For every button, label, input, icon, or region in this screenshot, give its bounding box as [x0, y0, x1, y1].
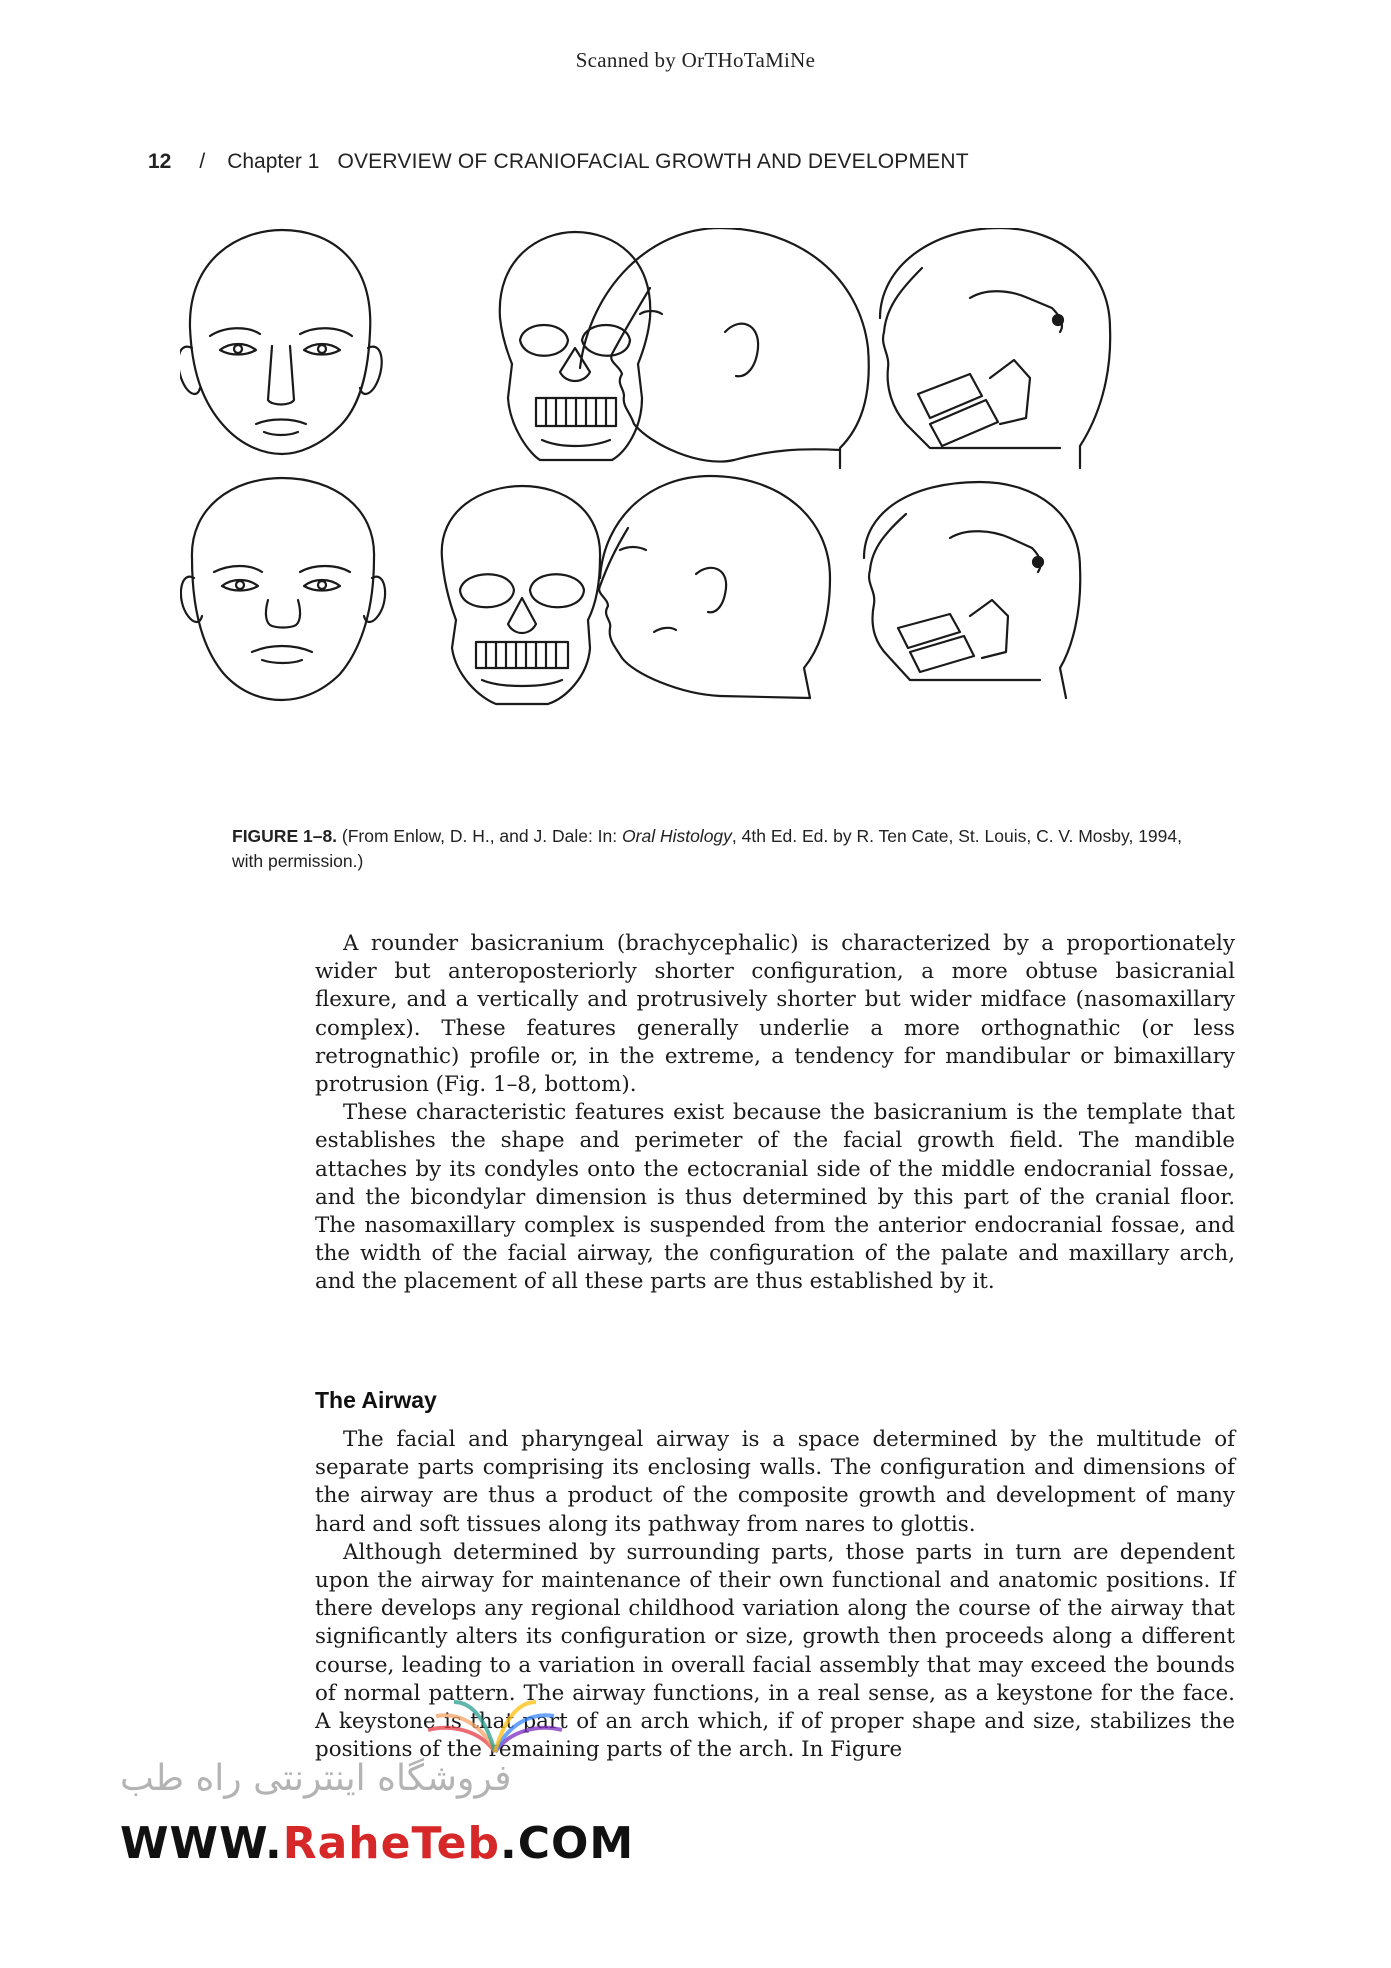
long-skull-front-drawing — [500, 232, 651, 460]
paragraph: A rounder basicranium (brachycephalic) is characterized by a proportionately wider but anteroposteriorly shorter configuration, a more obtuse basicranial flexure, and a vertically and protrusively shorter but wider midface (nasomaxillary complex). These features generally underlie a more orthognathic (or less retrognathic) profile or, in the extreme, a tendency for mandibular or bimaxillary protrusion (Fig. 1–8, bottom). — [315, 931, 1235, 1098]
body-section-basicranium — [315, 930, 1235, 1297]
caption-text-before: (From Enlow, D. H., and J. Dale: In: — [337, 826, 623, 846]
running-head — [148, 150, 969, 174]
round-face-front-drawing — [181, 478, 385, 700]
watermark-url-suffix: .COM — [499, 1818, 635, 1869]
figure-caption — [232, 824, 1192, 874]
chapter-label: Chapter 1 — [227, 150, 320, 173]
book-rainbow-logo-icon — [420, 1690, 570, 1760]
watermark-url-prefix: WWW. — [120, 1818, 283, 1869]
caption-text-after: , 4th Ed. Ed. by R. Ten Cate, St. Louis, C. V. Mosby, 1994, with permission.) — [232, 826, 1182, 871]
scan-credit: Scanned by OrTHoTaMiNe — [575, 48, 816, 72]
chapter-title: OVERVIEW OF CRANIOFACIAL GROWTH AND DEVELOPMENT — [337, 150, 969, 173]
paragraph: Although determined by surrounding parts, those parts in turn are dependent upon the airway for maintenance of their own functional and anatomic positions. If there develops any regional childhood variation along the course of the airway that significantly alters its configuration or size, growth then proceeds along a different course, leading to a variation in overall facial assembly that may exceed the bounds of normal pattern. The airway functions, in a real sense, as a keystone for the face. A keystone is that part of an arch which, if of proper shape and size, stabilizes the positions of the remaining parts of the arch. In Figure — [315, 1539, 1235, 1763]
paragraph: The facial and pharyngeal airway is a space determined by the multitude of separate parts comprising its enclosing walls. The configuration and dimensions of the airway are thus a product of the composite growth and development of many hard and soft tissues along its pathway from nares to glottis. — [315, 1427, 1235, 1537]
figure-label: FIGURE 1–8. — [232, 826, 338, 846]
long-face-front-drawing — [180, 230, 382, 454]
watermark-url-brand: RaheTeb — [282, 1818, 500, 1869]
section-heading: The Airway — [315, 1387, 437, 1413]
paragraph: These characteristic features exist because the basicranium is the template that establishes the shape and perimeter of the facial growth field. The mandible attaches by its condyles onto the ectocranial side of the middle endocranial fossae, and the bicondylar dimension is thus determined by this part of the cranial floor. The nasomaxillary complex is suspended from the anterior endocranial fossae, and the width of the facial airway, the configuration of the palate and maxillary arch, and the placement of all these parts are thus established by it. — [315, 1100, 1235, 1295]
watermark-persian-text: فروشگاه اینترنتی راه طب — [120, 1758, 512, 1799]
running-head-separator: / — [199, 150, 206, 173]
watermark-url — [120, 1818, 634, 1869]
round-skull-profile-drawing — [864, 482, 1080, 698]
figure-1-8-illustration — [180, 228, 1240, 820]
page-number: 12 — [148, 150, 172, 173]
long-head-profile-drawing — [580, 228, 869, 468]
caption-italic-source: Oral Histology — [622, 826, 732, 846]
long-skull-profile-drawing — [880, 228, 1110, 468]
round-skull-front-drawing — [442, 486, 600, 704]
round-head-profile-drawing — [599, 476, 830, 698]
